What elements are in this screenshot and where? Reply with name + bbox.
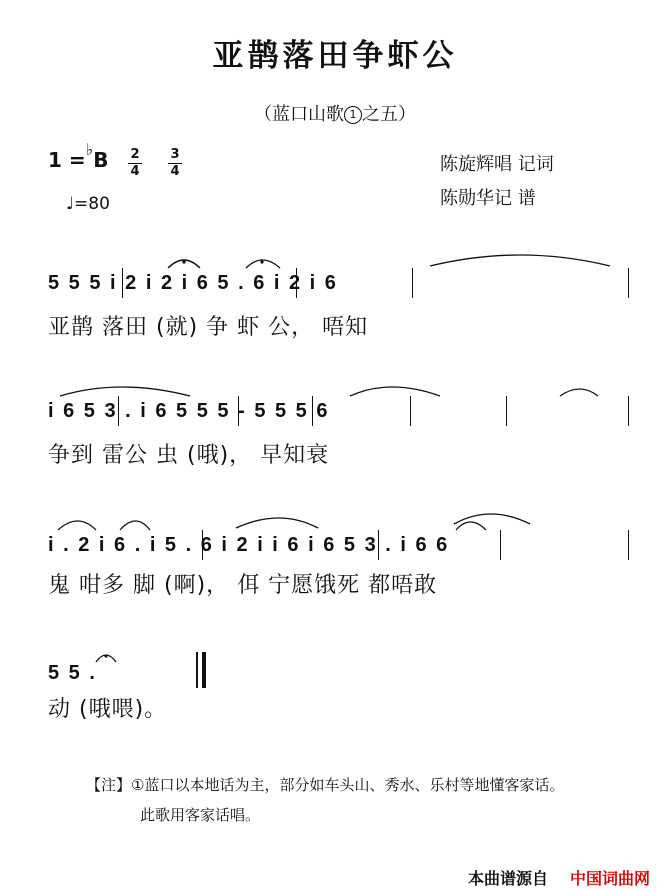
lyrics-line-2: 争到 雷公 虫 (哦)， 早知衰 (48, 443, 330, 468)
slur (120, 521, 150, 530)
footnote-line-2: 此歌用客家话唱。 (140, 806, 261, 824)
footnote-line-1 (86, 774, 564, 795)
slur (60, 387, 190, 396)
site-link[interactable]: 中国词曲网 (570, 869, 651, 888)
tempo-marking: ♩=80 (66, 194, 110, 214)
notation-line-2: i 6 5 3 . i 6 5 5 5 - 5 5 5 6 (48, 400, 330, 422)
slur (58, 521, 96, 530)
lyrics-line-3: 鬼 咁多 脚 (啊)， 佴 宁愿饿死 都唔敢 (48, 573, 438, 598)
slur (350, 387, 440, 396)
key-number: 1 (48, 148, 62, 172)
lyrics-line-1: 亚鹊 落田 (就) 争 虾 公， 唔知 (48, 315, 369, 340)
time-sig-1-top: 2 (130, 147, 140, 162)
fermata-dot (182, 260, 185, 263)
time-sig-2-top: 3 (170, 147, 180, 162)
slur (430, 255, 610, 266)
credit-singer: 陈旋辉唱 记词 (440, 154, 554, 175)
slur (456, 522, 486, 530)
source-label: 本曲谱源自 (468, 869, 549, 888)
slur (236, 518, 318, 528)
song-title: 亚鹊落田争虾公 (212, 38, 458, 74)
flat-icon: ♭ (85, 140, 94, 159)
fermata-dot (104, 654, 107, 657)
notation-line-4: 5 5 . (48, 662, 97, 684)
footnote-label: 【注】 (86, 776, 132, 794)
subtitle-close: 之五） (362, 104, 416, 125)
slur (560, 389, 598, 396)
credit-recorder: 陈勋华记 谱 (440, 188, 536, 209)
time-sig-1-bottom: 4 (130, 164, 140, 179)
notation-line-3: i . 2 i 6 . i 5 . 6 i 2 i i 6 i 6 5 3 . i 6 6 (48, 534, 450, 556)
footnote-marker: 1 (344, 106, 362, 124)
time-sig-2-bottom: 4 (170, 164, 180, 179)
key-equals: = (68, 148, 86, 172)
notation-line-1: 5 5 5 i 2 i 2 i 6 5 . 6 i 2 i 6 (48, 272, 338, 294)
key-letter: B (93, 148, 109, 172)
lyrics-line-4: 动 (哦喂)。 (48, 697, 168, 722)
subtitle-open: （蓝口山歌 (254, 104, 344, 125)
fermata-dot (260, 260, 263, 263)
footnote-text-1: ①蓝口以本地话为主，部分如车头山、秀水、乐村等地懂客家话。 (131, 776, 565, 794)
